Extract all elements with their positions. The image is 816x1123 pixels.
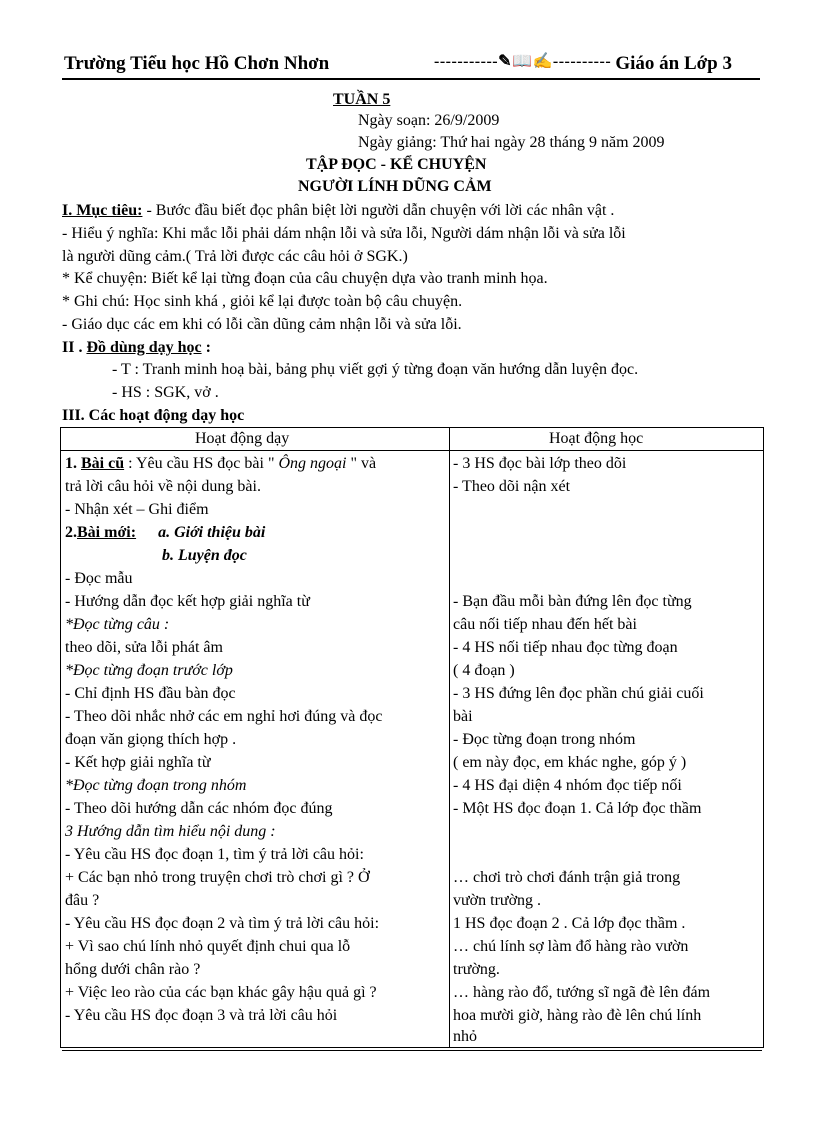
activities-heading: III. Các hoạt động dạy học <box>62 407 245 424</box>
objectives-line-2: - Hiểu ý nghĩa: Khi mắc lỗi phải dám nhận lỗi và sửa lỗi, Người dám nhận lỗi và sửa lỗi <box>62 225 626 242</box>
materials-teacher: - T : Tranh minh hoạ bài, bảng phụ viết gợi ý từng đoạn văn hướng dẫn luyện đọc. <box>112 361 639 378</box>
objectives-heading: I. Mục tiêu: <box>62 202 143 219</box>
student-line-10: ( em này đọc, em khác nghe, góp ý ) <box>453 754 687 771</box>
student-line-20: nhỏ <box>453 1028 477 1045</box>
teacher-step-2b: b. Luyện đọc <box>162 547 247 564</box>
lesson-title: NGƯỜI LÍNH DŨNG CẢM <box>298 178 492 195</box>
teacher-line-17: 3 Hướng dẫn tìm hiểu nội dung : <box>65 823 276 840</box>
subject-title: TẬP ĐỌC - KỂ CHUYỆN <box>306 156 487 173</box>
teacher-line-19: + Các bạn nhỏ trong truyện chơi trò chơi gì ? Ở <box>65 869 370 886</box>
teacher-line-10: *Đọc từng đoạn trước lớp <box>65 662 233 679</box>
student-line-5: - 4 HS nối tiếp nhau đọc từng đoạn <box>453 639 678 656</box>
materials-heading: II . Đồ dùng dạy học : <box>62 339 211 356</box>
student-line-6: ( 4 đoạn ) <box>453 662 515 679</box>
materials-student: - HS : SGK, vở . <box>112 384 219 401</box>
column-divider <box>449 428 450 1047</box>
student-line-13: … chơi trò chơi đánh trận giả trong <box>453 869 681 886</box>
teacher-step-2: 2.Bài mới: a. Giới thiệu bài <box>65 524 266 541</box>
week-label: TUẦN 5 <box>333 91 391 108</box>
objectives-line-5: * Ghi chú: Học sinh khá , giỏi kể lại được toàn bộ câu chuyện. <box>62 293 463 310</box>
objectives-line-3: là người dũng cảm.( Trả lời được các câu hỏi ở SGK.) <box>62 248 408 265</box>
grade-label: Giáo án Lớp 3 <box>615 53 732 74</box>
student-line-17: trường. <box>453 961 500 978</box>
teacher-line-25: - Yêu cầu HS đọc đoạn 3 và trả lời câu hỏi <box>65 1007 338 1024</box>
teacher-line-22: + Vì sao chú lính nhỏ quyết định chui qua lỗ <box>65 938 351 955</box>
page-header <box>62 50 760 80</box>
teach-date: Ngày giảng: Thứ hai ngày 28 tháng 9 năm 2009 <box>358 134 665 151</box>
student-line-16: … chú lính sợ làm đổ hàng rào vườn <box>453 938 689 955</box>
teacher-line-14: - Kết hợp giải nghĩa từ <box>65 754 211 771</box>
teacher-line-6: - Đọc mẫu <box>65 570 133 587</box>
student-line-4: câu nối tiếp nhau đến hết bài <box>453 616 637 633</box>
teacher-line-15: *Đọc từng đoạn trong nhóm <box>65 777 247 794</box>
student-line-2: - Theo dõi nận xét <box>453 478 571 495</box>
teacher-line-21: - Yêu cầu HS đọc đoạn 2 và tìm ý trả lời câu hỏi: <box>65 915 380 932</box>
student-line-11: - 4 HS đại diện 4 nhóm đọc tiếp nối <box>453 777 682 794</box>
activities-table <box>60 427 764 1048</box>
prep-date: Ngày soạn: 26/9/2009 <box>358 112 500 129</box>
student-line-9: - Đọc từng đoạn trong nhóm <box>453 731 636 748</box>
teacher-line-8: *Đọc từng câu : <box>65 616 170 633</box>
header-divider <box>61 450 763 451</box>
student-line-8: bài <box>453 708 473 725</box>
teacher-line-16: - Theo dõi hướng dẫn các nhóm đọc đúng <box>65 800 333 817</box>
student-line-14: vườn trường . <box>453 892 542 909</box>
student-line-15: 1 HS đọc đoạn 2 . Cả lớp đọc thầm . <box>453 915 686 932</box>
footer-rule <box>62 1050 762 1051</box>
student-line-19: hoa mười giờ, hàng rào đè lên chú lính <box>453 1007 702 1024</box>
teacher-line-23: hổng dưới chân rào ? <box>65 961 201 978</box>
teacher-line-9: theo dõi, sửa lỗi phát âm <box>65 639 223 656</box>
col-header-student: Hoạt động học <box>549 430 644 447</box>
student-line-7: - 3 HS đứng lên đọc phần chú giải cuối <box>453 685 704 702</box>
objectives-line-1: I. Mục tiêu: - Bước đầu biết đọc phân biệt lời người dẫn chuyện với lời các nhân vật . <box>62 202 615 219</box>
objectives-line-6: - Giáo dục các em khi có lỗi cần dũng cảm nhận lỗi và sửa lỗi. <box>62 316 462 333</box>
teacher-step-1c: - Nhận xét – Ghi điểm <box>65 501 209 518</box>
teacher-line-13: đoạn văn giọng thích hợp . <box>65 731 237 748</box>
teacher-line-18: - Yêu cầu HS đọc đoạn 1, tìm ý trả lời câu hỏi: <box>65 846 364 863</box>
objectives-line-4: * Kể chuyện: Biết kể lại từng đoạn của câu chuyện dựa vào tranh minh họa. <box>62 270 548 287</box>
student-line-12: - Một HS đọc đoạn 1. Cả lớp đọc thầm <box>453 800 702 817</box>
student-line-18: … hàng rào đổ, tướng sĩ ngã đè lên đám <box>453 984 711 1001</box>
teacher-step-1: 1. Bài cũ : Yêu cầu HS đọc bài " Ông ngoại " và <box>65 455 377 472</box>
teacher-line-20: đâu ? <box>65 892 100 909</box>
teacher-line-7: - Hướng dẫn đọc kết hợp giải nghĩa từ <box>65 593 310 610</box>
school-name: Trường Tiểu học Hồ Chơn Nhơn <box>64 53 330 74</box>
student-line-3: - Bạn đầu mỗi bàn đứng lên đọc từng <box>453 593 692 610</box>
teacher-line-12: - Theo dõi nhắc nhở các em nghỉ hơi đúng và đọc <box>65 708 383 725</box>
teacher-line-11: - Chỉ định HS đầu bàn đọc <box>65 685 236 702</box>
col-header-teacher: Hoạt động dạy <box>195 430 290 447</box>
header-separator: -----------✎📖✍---------- <box>434 53 612 70</box>
teacher-step-1b: trả lời câu hỏi về nội dung bài. <box>65 478 261 495</box>
teacher-line-24: + Việc leo rào của các bạn khác gây hậu quả gì ? <box>65 984 377 1001</box>
student-line-1: - 3 HS đọc bài lớp theo dõi <box>453 455 627 472</box>
